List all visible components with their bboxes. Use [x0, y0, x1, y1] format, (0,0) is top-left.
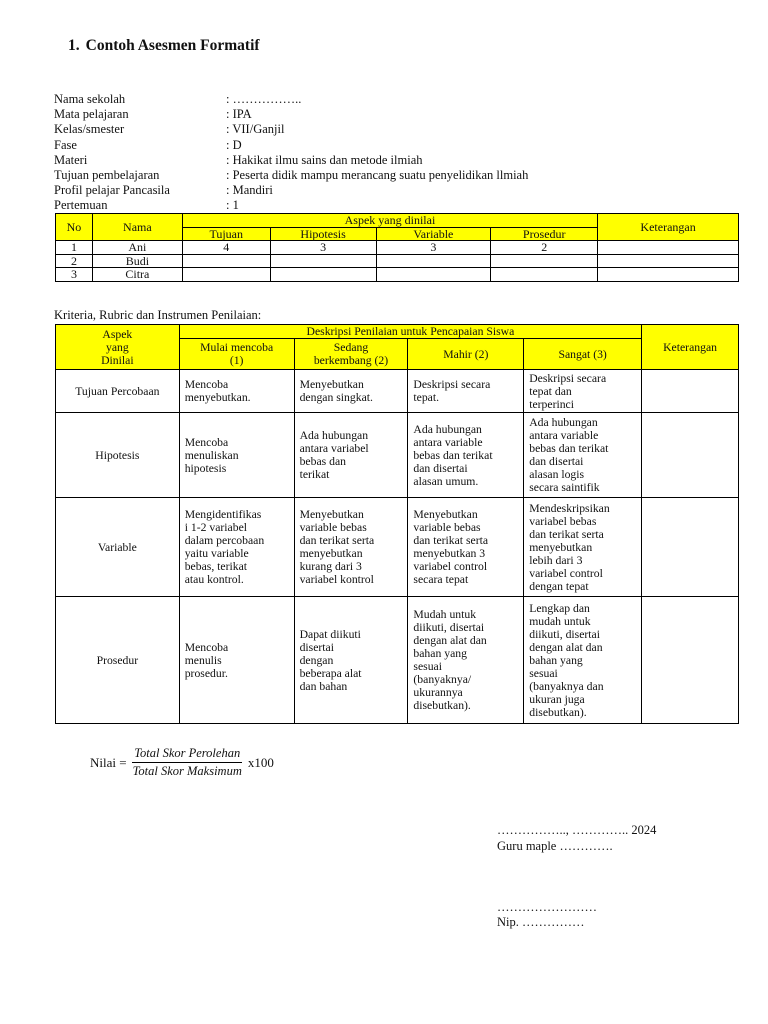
rubric-cell-line: bebas, terikat — [184, 560, 248, 573]
info-label: Mata pelajaran — [54, 107, 129, 122]
rubric-cell-line: Ada hubungan — [529, 416, 598, 429]
rubric-cell-line: menyebutkan. — [184, 391, 251, 404]
rubric-cell-line: disebutkan). — [413, 699, 471, 712]
formula-multiplier: x100 — [247, 754, 274, 770]
heading-text: Contoh Asesmen Formatif — [85, 37, 260, 54]
table-row — [56, 241, 739, 255]
rubric-row — [56, 413, 739, 498]
row-score: 3 — [270, 241, 376, 255]
rubric-cell-line: bebas dan terikat — [413, 448, 493, 462]
rubric-cell-line: bahan yang — [413, 647, 467, 660]
row-score — [270, 254, 376, 268]
rubric-cell — [294, 413, 408, 498]
rubric-cell-line: dalam percobaan — [184, 534, 265, 547]
rubric-cell-line: atau kontrol. — [184, 573, 244, 586]
rubric-cell-line: sesuai — [413, 660, 442, 673]
info-value: : Hakikat ilmu sains dan metode ilmiah — [226, 152, 423, 167]
row-keterangan — [598, 268, 739, 282]
level-line: Mahir (2) — [443, 347, 489, 361]
info-value: : IPA — [226, 107, 252, 122]
rubric-cell-line: menyebutkan 3 — [413, 547, 486, 560]
signature-name-line: …………………… — [497, 900, 597, 914]
rubric-cell-line: (banyaknya dan — [529, 679, 604, 693]
rubric-cell — [524, 498, 642, 597]
rubric-aspect: Tujuan Percobaan — [56, 370, 180, 413]
rubric-cell-line: menyebutkan — [299, 547, 363, 560]
rubric-cell — [294, 498, 408, 597]
rubric-cell-line: Ada hubungan — [299, 429, 369, 442]
rubric-cell-line: tepat. — [413, 391, 440, 404]
row-nama: Budi — [92, 254, 182, 268]
row-keterangan — [598, 254, 739, 268]
rubric-aspect: Prosedur — [56, 597, 180, 724]
rubric-cell-line: dan terikat serta — [299, 534, 375, 547]
col-aspect-hipotesis: Hipotesis — [270, 227, 376, 241]
rubric-cell-line: alasan logis — [529, 468, 585, 481]
info-value: : 1 — [226, 198, 239, 213]
rubric-cell-line: dan disertai — [529, 455, 584, 468]
rubric-cell-line: antara variable — [529, 429, 599, 442]
rubric-keterangan-cell — [642, 413, 739, 498]
rubric-cell-line: Deskripsi secara — [413, 378, 491, 391]
rubric-cell-line: Mencoba — [184, 378, 229, 391]
table-row — [56, 254, 739, 268]
rubric-cell-line: Lengkap dan — [529, 601, 590, 615]
row-score — [491, 268, 598, 282]
rubric-cell-line: Menyebutkan — [413, 508, 478, 521]
row-score: 2 — [491, 241, 598, 255]
row-nama: Citra — [92, 268, 182, 282]
score-formula — [90, 746, 274, 779]
signature-teacher: Guru maple …………. — [497, 839, 613, 853]
rubric-cell — [179, 370, 294, 413]
page-title — [68, 37, 260, 55]
rubric-cell — [179, 413, 294, 498]
rubric-cell-line: antara variable — [413, 435, 483, 449]
rubric-cell-line: Mudah untuk — [413, 608, 477, 621]
rubric-cell-line: Mencoba — [184, 435, 229, 449]
score-header-row — [56, 214, 739, 228]
col-no: No — [56, 214, 93, 241]
rubric-level-4 — [524, 339, 642, 370]
rubric-cell — [524, 597, 642, 724]
row-no: 1 — [56, 241, 93, 255]
info-label: Kelas/smester — [54, 122, 125, 137]
rubric-cell-line: dengan singkat. — [299, 391, 373, 404]
formula-label: Nilai = — [90, 754, 127, 770]
rubric-cell-line: Ada hubungan — [413, 422, 482, 436]
aspek-header-line: Dinilai — [101, 353, 134, 367]
signature-date: …………….., ………….. 2024 — [497, 823, 657, 837]
row-score — [182, 268, 270, 282]
rubric-keterangan-cell — [642, 597, 739, 724]
rubric-cell-line: Mengidentifikas — [184, 508, 262, 521]
info-row-pertemuan — [54, 198, 528, 213]
row-keterangan — [598, 241, 739, 255]
rubric-cell-line: diikuti, disertai — [413, 621, 485, 634]
formula-denominator: Total Skor Maksimum — [132, 764, 242, 778]
rubric-row — [56, 498, 739, 597]
rubric-level-1 — [179, 339, 294, 370]
rubric-cell-line: hipotesis — [184, 461, 227, 475]
rubric-aspek-header — [56, 325, 180, 370]
info-label: Tujuan pembelajaran — [54, 168, 160, 183]
rubric-cell-line: secara saintifik — [529, 481, 600, 494]
rubric-cell-line: variable bebas — [299, 521, 367, 534]
rubric-cell-line: lebih dari 3 — [529, 553, 583, 567]
rubric-aspect: Hipotesis — [56, 413, 180, 498]
row-score: 4 — [182, 241, 270, 255]
rubric-cell-line: menulis — [184, 653, 222, 667]
info-label: Fase — [54, 137, 77, 152]
rubric-cell-line: sesuai — [529, 666, 558, 680]
info-row-tujuan-pembelajaran — [54, 168, 528, 183]
info-value: : D — [226, 137, 242, 152]
info-row-profil-pelajar — [54, 183, 528, 198]
row-no: 3 — [56, 268, 93, 282]
rubric-table — [55, 324, 739, 724]
formula-fraction — [131, 746, 244, 779]
level-line: Sangat (3) — [558, 347, 607, 361]
rubric-cell-line: terikat — [299, 468, 330, 481]
aspek-header-line: Aspek — [102, 327, 133, 341]
row-score — [182, 254, 270, 268]
rubric-cell — [408, 498, 524, 597]
rubric-cell-line: ukuran juga — [529, 692, 585, 706]
rubric-keterangan-header: Keterangan — [642, 325, 739, 370]
info-value: : …………….. — [226, 92, 302, 106]
rubric-cell-line: kurang dari 3 — [299, 560, 362, 573]
rubric-cell-line: terperinci — [529, 397, 574, 411]
rubric-row — [56, 597, 739, 724]
rubric-cell-line: Deskripsi secara — [529, 371, 607, 385]
rubric-cell — [179, 498, 294, 597]
rubric-deskripsi-header: Deskripsi Penilaian untuk Pencapaian Siswa — [179, 325, 641, 339]
info-row-mata-pelajaran — [54, 107, 528, 122]
score-table — [55, 213, 739, 282]
rubric-cell-line: dengan alat dan — [529, 640, 603, 654]
info-label: Profil pelajar Pancasila — [54, 183, 170, 198]
row-no: 2 — [56, 254, 93, 268]
rubric-cell-line: yaitu variable — [184, 547, 249, 560]
rubric-cell-line: dan terikat serta — [529, 527, 604, 541]
rubric-cell-line: dengan — [299, 653, 334, 667]
rubric-cell-line: variabel control — [413, 560, 488, 573]
level-line: (1) — [229, 354, 244, 367]
col-aspect-tujuan: Tujuan — [182, 227, 270, 241]
row-score: 3 — [376, 241, 491, 255]
level-line: Sedang — [333, 341, 369, 354]
criteria-label: Kriteria, Rubric dan Instrumen Penilaian: — [54, 308, 262, 322]
rubric-cell-line: prosedur. — [184, 666, 228, 680]
info-label: Pertemuan — [54, 198, 108, 213]
rubric-cell-line: disertai — [299, 640, 334, 654]
rubric-cell-line: secara tepat — [413, 573, 469, 586]
level-line: Mulai mencoba — [200, 341, 274, 354]
rubric-cell-line: disebutkan). — [529, 705, 587, 719]
rubric-cell — [294, 370, 408, 413]
info-value: : Mandiri — [226, 183, 273, 198]
row-score — [376, 254, 491, 268]
rubric-level-3 — [408, 339, 524, 370]
row-score — [376, 268, 491, 282]
rubric-cell-line: diikuti, disertai — [529, 627, 600, 641]
col-aspek: Aspek yang dinilai — [182, 214, 597, 228]
rubric-cell-line: menyebutkan — [529, 540, 593, 554]
info-label: Nama sekolah — [54, 92, 126, 106]
level-line: berkembang (2) — [313, 354, 389, 367]
rubric-cell-line: Mencoba — [184, 640, 229, 654]
rubric-cell-line: dan bahan — [299, 679, 348, 693]
rubric-cell — [524, 370, 642, 413]
heading-number: 1. — [68, 37, 80, 54]
rubric-keterangan-cell — [642, 370, 739, 413]
col-nama: Nama — [92, 214, 182, 241]
rubric-cell — [408, 597, 524, 724]
rubric-cell-line: ukurannya — [413, 686, 463, 699]
table-row — [56, 268, 739, 282]
info-row-fase — [54, 138, 528, 153]
info-row-kelas-semester — [54, 122, 528, 137]
rubric-cell-line: variabel bebas — [529, 514, 597, 528]
rubric-cell-line: variable bebas — [413, 521, 481, 534]
rubric-keterangan-cell — [642, 498, 739, 597]
rubric-cell-line: Mendeskripsikan — [529, 501, 610, 515]
info-value: : Peserta didik mampu merancang suatu penyelidikan llmiah — [226, 168, 529, 183]
rubric-cell-line: variabel control — [529, 566, 603, 580]
col-aspect-variable: Variable — [376, 227, 491, 241]
rubric-row — [56, 370, 739, 413]
rubric-cell-line: tepat dan — [529, 384, 572, 398]
formula-numerator: Total Skor Perolehan — [132, 746, 242, 763]
rubric-cell-line: Menyebutkan — [299, 378, 364, 391]
row-score — [491, 254, 598, 268]
aspek-header-line: yang — [105, 340, 129, 354]
rubric-cell-line: antara variabel — [299, 442, 369, 455]
rubric-cell-line: menuliskan — [184, 448, 239, 462]
rubric-cell-line: bebas dan — [299, 455, 346, 468]
rubric-cell-line: dan disertai — [413, 461, 468, 475]
rubric-cell — [179, 597, 294, 724]
rubric-cell-line: bebas dan terikat — [529, 442, 609, 455]
rubric-cell — [524, 413, 642, 498]
rubric-aspect: Variable — [56, 498, 180, 597]
rubric-cell-line: Menyebutkan — [299, 508, 364, 521]
row-nama: Ani — [92, 241, 182, 255]
rubric-cell-line: mudah untuk — [529, 614, 591, 628]
rubric-cell-line: dan terikat serta — [413, 534, 489, 547]
rubric-cell — [294, 597, 408, 724]
rubric-cell-line: dengan tepat — [529, 579, 589, 593]
signature-nip: Nip. …………… — [497, 915, 585, 929]
rubric-cell-line: alasan umum. — [413, 474, 479, 488]
rubric-cell — [408, 413, 524, 498]
row-score — [270, 268, 376, 282]
rubric-level-2 — [294, 339, 408, 370]
rubric-cell-line: variabel kontrol — [299, 573, 374, 586]
info-row-materi — [54, 153, 528, 168]
rubric-cell-line: Dapat diikuti — [299, 627, 361, 641]
col-aspect-prosedur: Prosedur — [491, 227, 598, 241]
info-block — [54, 92, 528, 214]
info-value: : VII/Ganjil — [226, 122, 285, 137]
rubric-cell-line: dengan alat dan — [413, 634, 487, 647]
rubric-cell-line: i 1-2 variabel — [184, 521, 248, 534]
rubric-cell-line: (banyaknya/ — [413, 673, 472, 686]
rubric-cell — [408, 370, 524, 413]
info-label: Materi — [54, 152, 88, 167]
rubric-cell-line: bahan yang — [529, 653, 583, 667]
rubric-cell-line: beberapa alat — [299, 666, 362, 680]
rubric-header-row — [56, 325, 739, 339]
info-row-nama-sekolah — [54, 92, 528, 107]
col-keterangan: Keterangan — [598, 214, 739, 241]
